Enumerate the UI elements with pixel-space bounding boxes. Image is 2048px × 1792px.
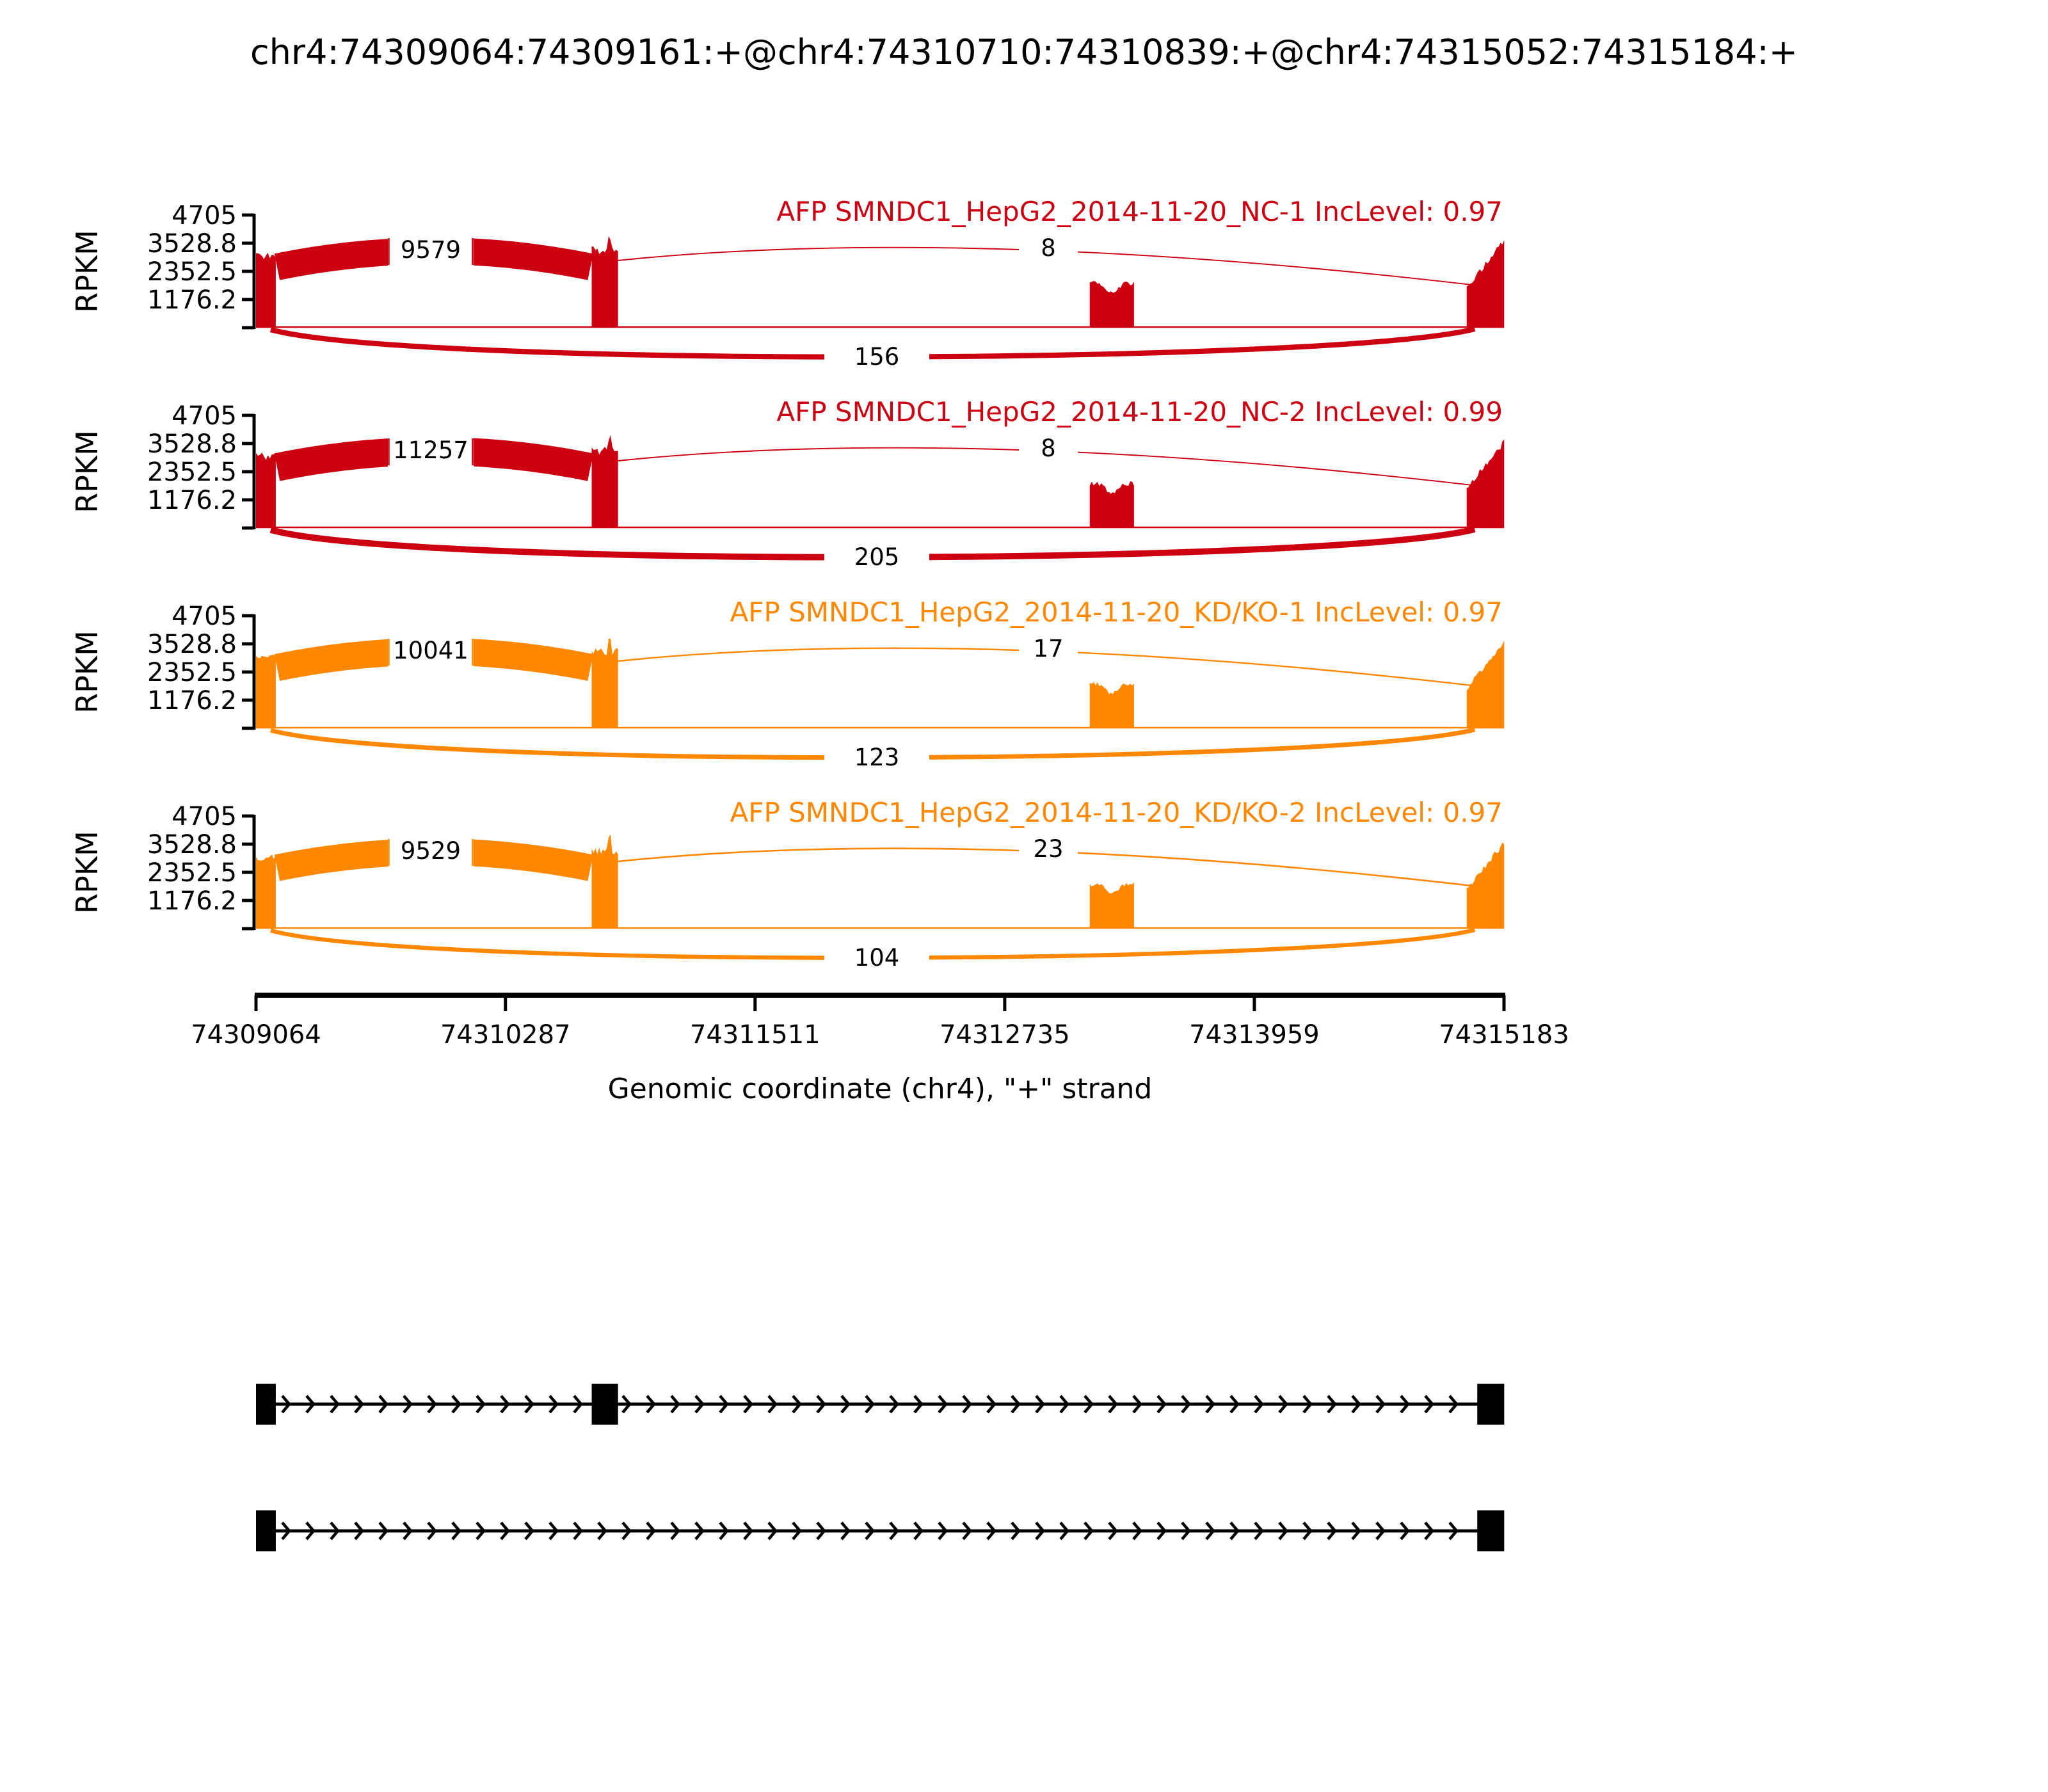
coverage-area-exon2-alternative [592, 639, 618, 728]
sashimi-track-2 [70, 396, 1504, 575]
y-axis-tick-label: 1176.2 [147, 486, 237, 516]
y-axis-tick-label: 2352.5 [147, 658, 237, 687]
y-axis-title: RPKM [70, 430, 104, 513]
coverage-area-exon3 [1467, 440, 1505, 528]
track-title: AFP SMNDC1_HepG2_2014-11-20_NC-2 IncLevel: 0.99 [776, 396, 1503, 428]
y-axis-tick-label: 3528.8 [147, 228, 237, 259]
coverage-area-exon1 [256, 253, 276, 328]
isoform-2 [256, 1510, 1504, 1551]
y-axis-title: RPKM [70, 831, 104, 914]
coverage-area-intronic-peak [1090, 883, 1134, 929]
y-axis [70, 802, 254, 930]
exon-box [256, 1384, 276, 1425]
coverage-area-intronic-peak [1090, 682, 1134, 729]
x-axis-tick-label: 74313959 [1189, 1020, 1320, 1050]
y-axis-tick-label: 4705 [172, 401, 237, 431]
isoform-1 [256, 1384, 1504, 1425]
y-axis-tick-label: 3528.8 [147, 829, 237, 860]
sashimi-track-1 [70, 196, 1504, 375]
track-title: AFP SMNDC1_HepG2_2014-11-20_KD/KO-1 IncLevel: 0.97 [730, 596, 1503, 628]
junction-count-exon1-exon3: 205 [854, 543, 900, 571]
junction-count-exon1-exon3: 123 [854, 744, 900, 771]
y-axis-tick-label: 4705 [172, 802, 237, 831]
coverage-area-intronic-peak [1090, 481, 1134, 528]
junction-count-exon2-exon3: 8 [1041, 435, 1056, 462]
exon-box [1477, 1510, 1504, 1551]
junction-count-exon1-exon2: 11257 [393, 436, 468, 464]
coverage-area-exon1 [256, 854, 276, 929]
x-axis-tick-label: 74311511 [690, 1020, 820, 1050]
exon-box [1477, 1384, 1504, 1425]
plot-title: chr4:74309064:74309161:+@chr4:74310710:74310839:+@chr4:74315052:74315184:+ [250, 32, 1798, 72]
y-axis-tick-label: 4705 [172, 201, 237, 230]
coverage-area-exon1 [256, 655, 276, 728]
junction-count-exon1-exon3: 156 [854, 343, 900, 371]
y-axis-tick-label: 1176.2 [147, 285, 237, 316]
coverage-area-exon1 [256, 452, 276, 528]
junction-count-exon1-exon2: 9579 [400, 236, 461, 264]
track-title: AFP SMNDC1_HepG2_2014-11-20_KD/KO-2 IncLevel: 0.97 [730, 797, 1503, 828]
coverage-area-exon2-alternative [592, 834, 618, 929]
sashimi-track-3 [70, 596, 1504, 776]
x-axis-tick-label: 74315183 [1439, 1020, 1569, 1050]
x-axis-tick-label: 74309064 [191, 1020, 321, 1050]
junction-count-exon2-exon3: 8 [1041, 234, 1056, 262]
y-axis-tick-label: 1176.2 [147, 886, 237, 916]
coverage-area-exon3 [1467, 240, 1505, 328]
x-axis-tick-label: 74312735 [940, 1020, 1070, 1050]
coverage-area-intronic-peak [1090, 281, 1134, 328]
y-axis [70, 401, 254, 529]
coverage-area-exon2-alternative [592, 236, 618, 328]
y-axis-tick-label: 3528.8 [147, 429, 237, 459]
coverage-area-exon2-alternative [592, 435, 618, 528]
x-axis-tick-label: 74310287 [440, 1020, 571, 1050]
exon-box [256, 1510, 276, 1551]
y-axis-tick-label: 3528.8 [147, 629, 237, 659]
y-axis-tick-label: 4705 [172, 602, 237, 631]
exon-box [592, 1384, 618, 1425]
y-axis-tick-label: 2352.5 [147, 458, 237, 487]
x-axis [191, 995, 1569, 1105]
track-title: AFP SMNDC1_HepG2_2014-11-20_NC-1 IncLevel: 0.97 [776, 196, 1503, 227]
y-axis-title: RPKM [70, 630, 104, 714]
junction-count-exon2-exon3: 23 [1033, 835, 1064, 863]
y-axis-title: RPKM [70, 230, 104, 313]
y-axis [70, 602, 254, 730]
y-axis-tick-label: 2352.5 [147, 257, 237, 287]
y-axis-tick-label: 2352.5 [147, 858, 237, 888]
junction-count-exon1-exon2: 10041 [393, 637, 468, 664]
y-axis [70, 201, 254, 329]
coverage-area-exon3 [1467, 641, 1505, 728]
sashimi-track-4 [70, 797, 1504, 976]
junction-count-exon1-exon3: 104 [854, 944, 900, 972]
y-axis-tick-label: 1176.2 [147, 686, 237, 716]
junction-count-exon2-exon3: 17 [1033, 635, 1064, 662]
junction-count-exon1-exon2: 9529 [400, 837, 461, 865]
x-axis-title: Genomic coordinate (chr4), "+" strand [607, 1073, 1153, 1105]
